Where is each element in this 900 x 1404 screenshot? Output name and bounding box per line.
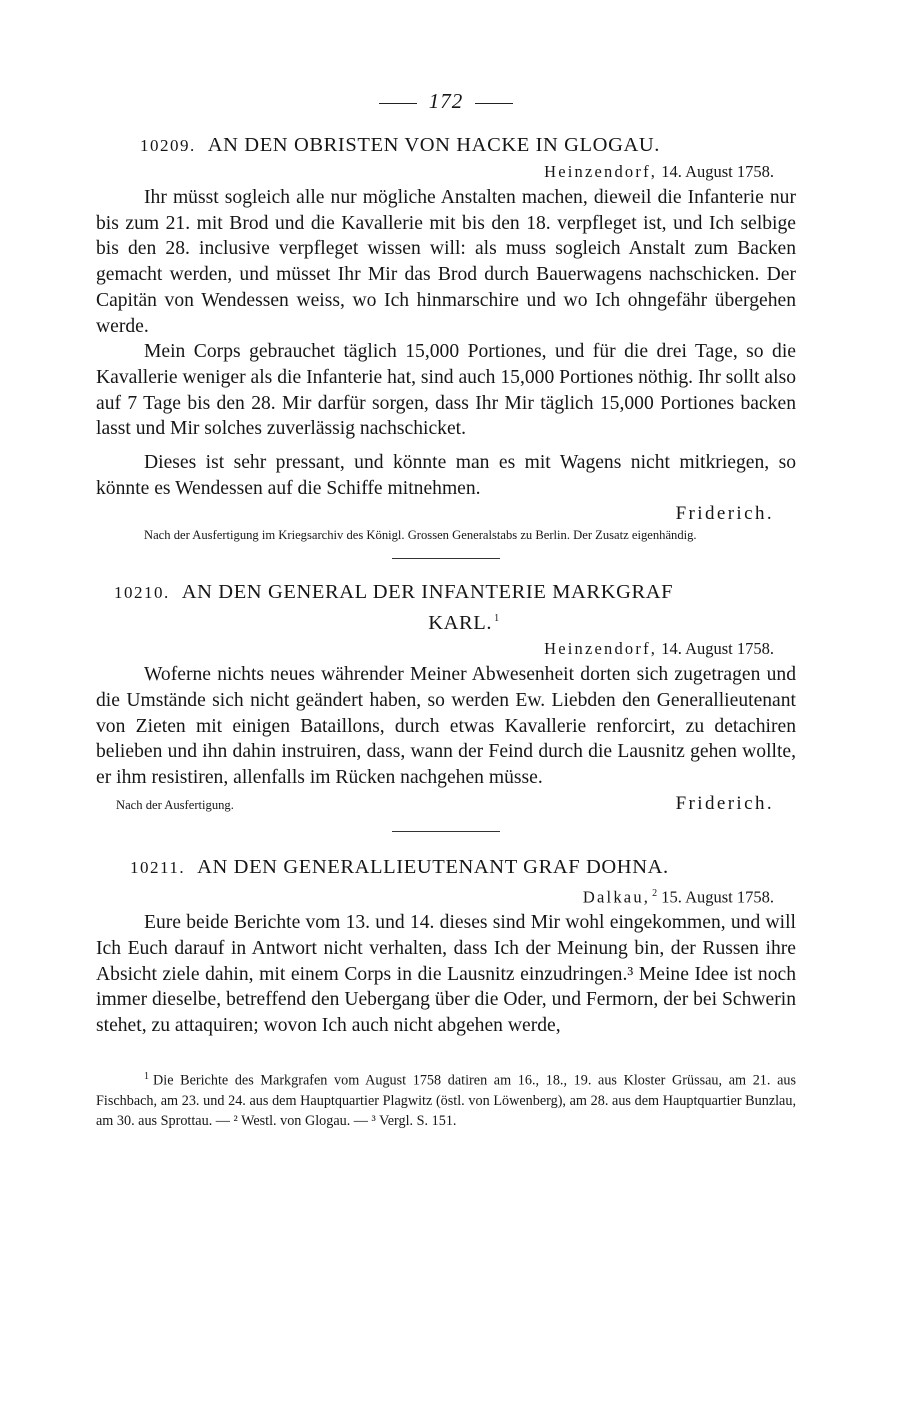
letter-heading — [96, 132, 796, 159]
letter-10210 — [96, 579, 796, 831]
letter-heading — [96, 579, 796, 606]
letter-heading-continued — [96, 606, 796, 636]
letter-heading — [96, 854, 796, 881]
footnote-ref: 1 — [494, 613, 500, 625]
signature: Friderich. — [675, 792, 774, 814]
letter-paragraph: Eure beide Berichte vom 13. und 14. dieses sind Mir wohl eingekommen, und will Ich Euch darauf in Antwort nicht verhalten, dass Ich der Meinung bin, der Russen ihre Absicht ziele dahin, mit einem Corps in die Lausnitz einzudringen.³ Meine Idee ist noch immer dieselbe, betreffend den Uebergang über die Oder, und Fermorn, der bei Schwerin stehet, zu attaquiren; wovon Ich auch nicht abgehen werde, — [96, 912, 796, 1037]
dateline — [96, 636, 796, 662]
source-note: Nach der Ausfertigung. — [116, 797, 234, 812]
letter-10211 — [96, 854, 796, 1039]
page-number — [96, 86, 796, 116]
dateline-place: Dalkau, — [582, 887, 651, 907]
letter-title-line2: KARL. — [428, 612, 493, 635]
document-page — [96, 86, 796, 1131]
section-divider — [392, 558, 500, 559]
letter-title: AN DEN GENERALLIEUTENANT GRAF DOHNA. — [197, 855, 669, 878]
letter-title: AN DEN OBRISTEN VON HACKE IN GLOGAU. — [207, 134, 661, 156]
footnotes — [96, 1067, 796, 1131]
source-note: Nach der Ausfertigung im Kriegsarchiv des Königl. Grossen Generalstabs zu Berlin. Der Zusatz eigenhändig. — [144, 528, 697, 543]
dateline — [96, 159, 796, 185]
page-number-dash-right — [475, 103, 513, 104]
footnote-ref: 2 — [652, 887, 658, 899]
dateline-place: Heinzendorf, — [544, 639, 658, 659]
letter-number: 10210. — [114, 583, 170, 603]
letter-number: 10211. — [130, 857, 186, 877]
footnote-mark: 1 — [144, 1070, 149, 1082]
dateline-date: 14. August 1758. — [661, 162, 774, 181]
dateline-place: Heinzendorf, — [544, 162, 658, 181]
dateline — [96, 881, 796, 911]
letter-number: 10209. — [140, 136, 196, 155]
source-signature-row — [96, 791, 796, 817]
page-number-dash-left — [379, 103, 417, 104]
signature: Friderich. — [675, 503, 774, 525]
footnote — [96, 1067, 796, 1131]
letter-paragraph: Dieses ist sehr pressant, und könnte man es mit Wagens nicht mitkriegen, so könnte es Wendessen auf die Schiffe mitnehmen. — [96, 452, 796, 499]
page-number-text: 172 — [428, 89, 464, 113]
letter-10209 — [96, 132, 796, 559]
letter-title: AN DEN GENERAL DER INFANTERIE MARKGRAF — [181, 581, 674, 604]
section-divider — [392, 831, 500, 832]
dateline-date: 14. August 1758. — [661, 639, 774, 659]
dateline-date: 15. August 1758. — [661, 887, 774, 907]
letter-paragraph: Ihr müsst sogleich alle nur mögliche Anstalten machen, dieweil die Infanterie nur bis zum 21. mit Brod und die Kavallerie mit bis den 18. verpfleget ist, und Ich selbige bis den 28. inclusive verpfleget wissen will: als muss sogleich Anstalt zum Backen gemacht werden, und müsset Ihr Mir das Brod durch Bauerwagens nachschicken. Der Capitän von Wendessen weiss, wo Ich hinmarschire und wo Ich ohngefähr übergehen werde. — [96, 187, 796, 337]
footnote-text: Die Berichte des Markgrafen vom August 1758 datiren am 16., 18., 19. aus Kloster Grüssau, am 21. aus Fischbach, am 23. und 24. aus dem Hauptquartier Plagwitz (östl. von Löwenberg), am 28. aus dem Hauptquartier Bunzlau, am 30. aus Sprottau. — ² Westl. von Glogau. — ³ Vergl. S. 151. — [96, 1072, 796, 1129]
letter-paragraph: Mein Corps gebrauchet täglich 15,000 Portiones, und für die drei Tage, so die Kavallerie weniger als die Infanterie hat, sind auch 15,000 Portiones nöthig. Ihr sollt also auf 7 Tage bis den 28. Mir darfür sorgen, dass Ihr Mir täglich 15,000 Portiones backen lasst und Mir solches zuverlässig nachschicket. — [96, 341, 796, 440]
letter-paragraph: Woferne nichts neues währender Meiner Abwesenheit dorten sich zugetragen und die Umstände sich nicht geändert haben, so werden Ew. Liebden den Generallieutenant von Zieten mit einigen Bataillons, durch etwas Kavallerie renforcirt, zu detachiren belieben und ihn dahin instruiren, dass, wann der Feind durch die Lausnitz gehen wollte, er ihm resistiren, allenfalls im Rücken nachgehen müsse. — [96, 664, 796, 789]
